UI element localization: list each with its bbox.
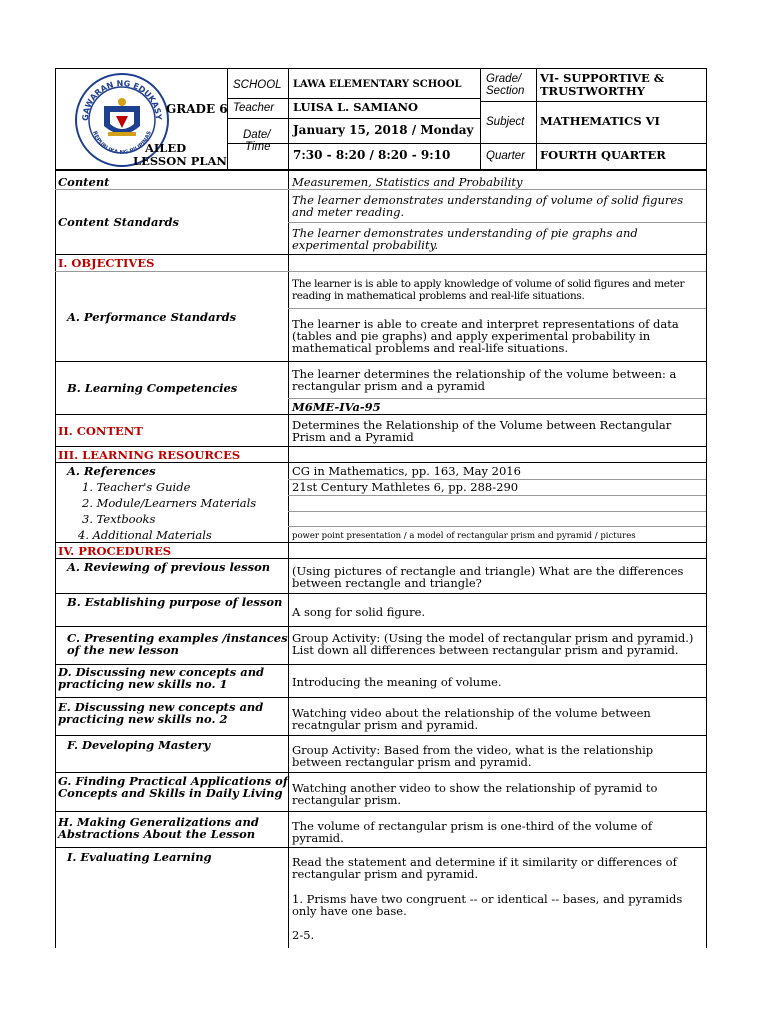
- grade-section-value: [540, 72, 664, 98]
- procedure-label-i: I. Evaluating Learning: [67, 850, 212, 864]
- content-heading: II. CONTENT: [58, 424, 143, 438]
- reference-value-2: 21st Century Mathletes 6, pp. 288-290: [292, 480, 519, 494]
- teacher-value: LUISA L. SAMIANO: [293, 100, 418, 114]
- procedure-value-g: Watching another video to show the relationship of pyramid to rectangular prism.: [292, 781, 658, 807]
- procedure-value-h: The volume of rectangular prism is one-third of the volume of pyramid.: [292, 819, 653, 845]
- competency-code: M6ME-IVa-95: [292, 400, 381, 414]
- row-line: [55, 772, 706, 773]
- date-label-1: Date/: [243, 129, 271, 141]
- learning-competencies-value: The learner determines the relationship of the volume between: a rectangular prism and a pyramid: [292, 367, 677, 393]
- header-bottom-border: [55, 169, 706, 171]
- school-value: LAWA ELEMENTARY SCHOOL: [293, 79, 462, 90]
- row-line: [55, 558, 706, 559]
- header-divider: [480, 101, 706, 102]
- content-label: Content: [58, 175, 110, 189]
- row-line: [55, 697, 706, 698]
- date-label-2: Time: [245, 141, 271, 153]
- textbooks-label: 3. Textbooks: [82, 512, 156, 526]
- teachers-guide-label: 1. Teacher's Guide: [82, 480, 191, 494]
- row-line: [288, 495, 706, 496]
- procedure-label-a: A. Reviewing of previous lesson: [67, 560, 271, 574]
- row-line: [55, 735, 706, 736]
- grade-section-label-2: Section: [486, 85, 525, 97]
- row-line: [55, 414, 706, 415]
- procedure-label-c: C. Presenting examples /instances of the new lesson: [67, 631, 288, 657]
- svg-text:KAGAWARAN NG EDUKASYON: GAWARAN NG EDUKASY: [80, 78, 164, 122]
- row-line: [288, 308, 706, 309]
- subject-label: Subject: [486, 116, 525, 128]
- body-column-divider: [288, 171, 289, 948]
- row-line: [55, 462, 706, 463]
- procedure-value-d: Introducing the meaning of volume.: [292, 675, 502, 689]
- row-line: [55, 361, 706, 362]
- date-value: January 15, 2018 / Monday: [293, 123, 474, 137]
- row-line: [55, 271, 706, 272]
- row-line: [55, 542, 706, 543]
- procedure-label-h: H. Making Generalizations and Abstractions About the Lesson: [58, 815, 259, 841]
- procedures-heading: IV. PROCEDURES: [58, 544, 172, 558]
- performance-standards-label: A. Performance Standards: [67, 310, 237, 324]
- procedure-label-b: B. Establishing purpose of lesson: [67, 595, 283, 609]
- procedure-label-d: D. Discussing new concepts and practicing new skills no. 1: [58, 665, 265, 691]
- references-label: A. References: [67, 464, 156, 478]
- date-label: [243, 129, 271, 153]
- time-value: 7:30 - 8:20 / 8:20 - 9:10: [293, 148, 451, 162]
- performance-standard-2: The learner is able to create and interpret representations of data (tables and pie graphs) and apply experimental probability in mathematical problems and real-life situations.: [292, 317, 679, 355]
- grade-section-label: [486, 73, 524, 97]
- modules-label: 2. Module/Learners Materials: [82, 496, 257, 510]
- row-line: [288, 222, 706, 223]
- row-line: [55, 446, 706, 447]
- evaluation-item-2: 2-5.: [292, 928, 315, 942]
- content-standard-2: The learner demonstrates understanding of pie graphs and experimental probability.: [292, 226, 638, 252]
- row-line: [55, 626, 706, 627]
- procedure-value-c: Group Activity: (Using the model of rectangular prism and pyramid.) List down all differences between rectangular prism and pyramid.: [292, 632, 694, 657]
- table-left-border: [55, 68, 56, 948]
- row-line: [55, 811, 706, 812]
- content-standard-1: The learner demonstrates understanding of volume of solid figures and meter reading.: [292, 193, 684, 219]
- procedure-label-f: F. Developing Mastery: [67, 738, 211, 752]
- grade-title: GRADE 6: [166, 102, 228, 116]
- row-line: [288, 511, 706, 512]
- quarter-label: Quarter: [486, 150, 525, 162]
- header-divider: [227, 98, 480, 99]
- row-line: [288, 398, 706, 399]
- performance-standard-1: The learner is is able to apply knowledge of volume of solid figures and meter reading in mathematical problems and real-life situations.: [292, 278, 685, 302]
- row-line: [55, 254, 706, 255]
- row-line: [55, 189, 706, 190]
- procedure-value-a: (Using pictures of rectangle and triangle) What are the differences between rectangle and triangle?: [292, 564, 684, 590]
- reference-value-1: CG in Mathematics, pp. 163, May 2016: [292, 464, 521, 478]
- additional-materials-label: 4. Additional Materials: [78, 528, 212, 542]
- header-divider: [480, 68, 481, 169]
- table-right-border: [706, 68, 707, 948]
- svg-text:REPUBLIKA NG PILIPINAS: REPUBLIKA NG PILIPINAS: [91, 130, 153, 157]
- procedure-value-f: Group Activity: Based from the video, what is the relationship between rectangular prism and pyramid.: [292, 743, 654, 769]
- procedure-value-i: Read the statement and determine if it similarity or differences of rectangular prism and pyramid.: [292, 855, 677, 881]
- header-divider: [227, 118, 480, 119]
- quarter-value: FOURTH QUARTER: [540, 148, 666, 162]
- additional-materials-value: power point presentation / a model of rectangular prism and pyramid / pictures: [292, 531, 636, 541]
- content-standards-label: Content Standards: [58, 215, 179, 229]
- grade-section-label-1: Grade/: [486, 73, 522, 85]
- row-line: [55, 593, 706, 594]
- evaluation-item-1: 1. Prisms have two congruent -- or identical -- bases, and pyramids only have one base.: [292, 892, 683, 918]
- procedure-label-e: E. Discussing new concepts and practicing new skills no. 2: [58, 700, 264, 726]
- grade-section-value-1: VI- SUPPORTIVE &: [540, 71, 665, 85]
- teacher-label: Teacher: [233, 102, 275, 114]
- content-value: Measuremen, Statistics and Probability: [292, 175, 523, 189]
- school-label: SCHOOL: [233, 79, 282, 91]
- lesson-content-value: Determines the Relationship of the Volume between Rectangular Prism and a Pyramid: [292, 418, 672, 444]
- resources-heading: III. LEARNING RESOURCES: [58, 448, 241, 462]
- procedure-value-e: Watching video about the relationship of the volume between recatngular prism and pyramid.: [292, 706, 651, 732]
- header-divider: [536, 68, 537, 169]
- objectives-heading: I. OBJECTIVES: [58, 256, 155, 270]
- grade-section-value-2: TRUSTWORTHY: [540, 84, 645, 98]
- table-top-border: [55, 68, 706, 69]
- plan-title-line2: LESSON PLAN: [133, 154, 227, 168]
- header-divider: [227, 143, 706, 144]
- procedure-value-b: A song for solid figure.: [292, 605, 426, 619]
- learning-competencies-label: B. Learning Competencies: [67, 381, 238, 395]
- row-line: [288, 526, 706, 527]
- procedure-label-g: G. Finding Practical Applications of Concepts and Skills in Daily Living: [58, 774, 288, 800]
- row-line: [55, 847, 706, 848]
- plan-title-line1: AILED: [145, 141, 187, 155]
- subject-value: MATHEMATICS VI: [540, 114, 660, 128]
